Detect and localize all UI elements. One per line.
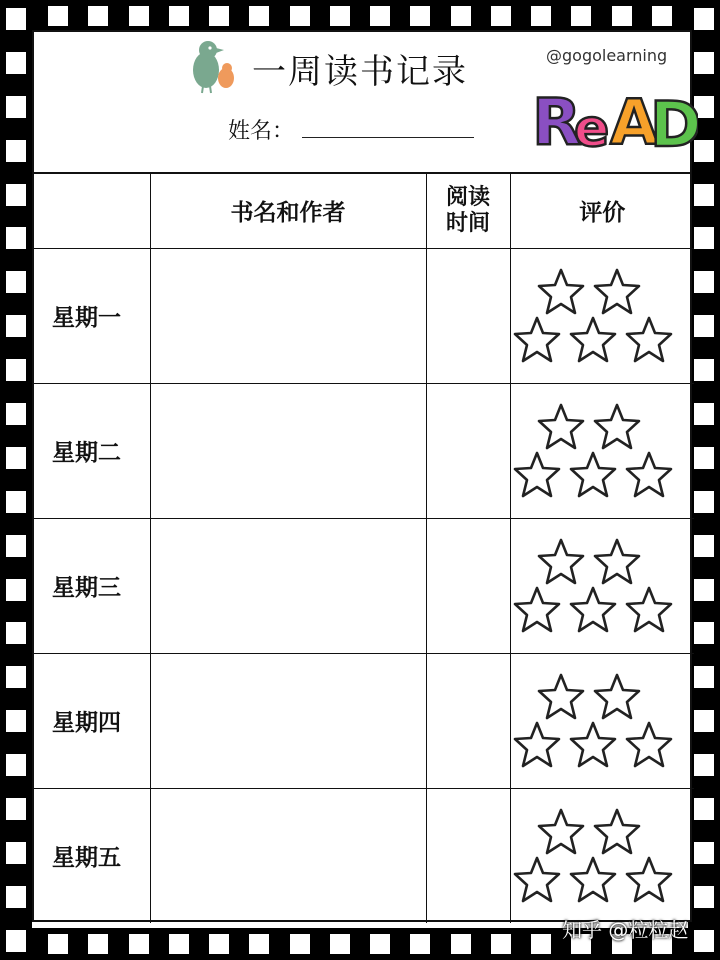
star-rating [512, 401, 692, 501]
border-square [290, 6, 310, 26]
star-rating [512, 266, 692, 366]
border-square [6, 8, 26, 30]
border-square [694, 359, 714, 381]
reading-log-table [34, 174, 694, 923]
column-header-rating: 评价 [510, 174, 694, 248]
border-square [6, 184, 26, 206]
border-square [694, 842, 714, 864]
star-icon[interactable] [512, 451, 562, 499]
border-square [6, 96, 26, 118]
border-square [571, 6, 591, 26]
border-square [6, 52, 26, 74]
border-square [330, 934, 350, 954]
border-square [451, 6, 471, 26]
border-square [370, 6, 390, 26]
rating-cell [510, 653, 694, 788]
border-square [6, 622, 26, 644]
border-square [129, 6, 149, 26]
border-square [290, 934, 310, 954]
star-icon[interactable] [536, 268, 586, 316]
day-label: 星期二 [34, 383, 150, 518]
svg-text:e: e [574, 99, 610, 159]
star-icon[interactable] [536, 538, 586, 586]
svg-text:A: A [610, 86, 658, 159]
border-square [6, 666, 26, 688]
table-header-row [34, 174, 694, 248]
border-square [491, 934, 511, 954]
border-square [451, 934, 471, 954]
star-rating [512, 806, 692, 906]
svg-text:R: R [532, 86, 582, 160]
column-header-book: 书名和作者 [150, 174, 426, 248]
border-square [48, 934, 68, 954]
border-square [6, 403, 26, 425]
border-square [6, 710, 26, 732]
day-label: 星期一 [34, 248, 150, 383]
star-icon[interactable] [624, 721, 674, 769]
border-square [6, 798, 26, 820]
border-square [694, 184, 714, 206]
border-square [694, 52, 714, 74]
border-square [249, 6, 269, 26]
table-row [34, 248, 694, 383]
border-square [694, 622, 714, 644]
star-icon[interactable] [512, 586, 562, 634]
border-square [88, 934, 108, 954]
border-square [330, 6, 350, 26]
border-square [249, 934, 269, 954]
border-square [694, 271, 714, 293]
border-square [694, 491, 714, 513]
border-square [6, 359, 26, 381]
border-square [694, 315, 714, 337]
border-square [169, 6, 189, 26]
star-icon[interactable] [568, 856, 618, 904]
border-square [694, 886, 714, 908]
border-square [531, 934, 551, 954]
border-square [694, 535, 714, 557]
border-square [6, 315, 26, 337]
time-cell[interactable] [426, 653, 510, 788]
border-square [6, 579, 26, 601]
time-cell[interactable] [426, 248, 510, 383]
star-icon[interactable] [624, 451, 674, 499]
border-square [694, 798, 714, 820]
border-square [209, 6, 229, 26]
table-row [34, 383, 694, 518]
star-icon[interactable] [568, 451, 618, 499]
border-square [6, 930, 26, 952]
star-icon[interactable] [592, 673, 642, 721]
column-header-time-line2: 时间 [445, 210, 490, 236]
border-square [694, 447, 714, 469]
checkered-border-top [0, 0, 720, 32]
page-title: 一周读书记录 [252, 52, 468, 92]
star-icon[interactable] [536, 808, 586, 856]
star-icon[interactable] [592, 808, 642, 856]
star-icon[interactable] [568, 586, 618, 634]
border-square [410, 6, 430, 26]
border-square [88, 6, 108, 26]
border-square [6, 140, 26, 162]
book-cell[interactable] [150, 383, 426, 518]
border-square [652, 6, 672, 26]
border-square [694, 227, 714, 249]
border-square [694, 8, 714, 30]
star-icon[interactable] [512, 856, 562, 904]
book-cell[interactable] [150, 518, 426, 653]
border-square [169, 934, 189, 954]
bird-icon [182, 36, 242, 94]
star-icon[interactable] [568, 316, 618, 364]
border-square [6, 491, 26, 513]
border-square [6, 886, 26, 908]
border-square [694, 754, 714, 776]
column-header-day [34, 174, 150, 248]
border-square [6, 842, 26, 864]
border-square [129, 934, 149, 954]
read-logo [530, 76, 698, 160]
table-row [34, 518, 694, 653]
border-square [6, 271, 26, 293]
border-square [612, 6, 632, 26]
name-input-line[interactable] [302, 136, 474, 138]
border-square [531, 6, 551, 26]
border-square [694, 403, 714, 425]
border-square [694, 666, 714, 688]
border-square [48, 6, 68, 26]
border-square [209, 934, 229, 954]
star-icon[interactable] [536, 403, 586, 451]
border-square [694, 710, 714, 732]
table-row [34, 653, 694, 788]
day-label: 星期五 [34, 788, 150, 923]
border-square [694, 579, 714, 601]
star-icon[interactable] [512, 721, 562, 769]
time-cell[interactable] [426, 383, 510, 518]
reading-log-sheet [32, 30, 698, 922]
border-square [6, 535, 26, 557]
column-header-time-line1: 阅读 [445, 184, 490, 210]
rating-cell [510, 788, 694, 923]
border-square [491, 6, 511, 26]
border-square [6, 754, 26, 776]
svg-text:D: D [650, 88, 698, 160]
star-icon[interactable] [592, 403, 642, 451]
border-square [6, 227, 26, 249]
border-square [370, 934, 390, 954]
border-square [410, 934, 430, 954]
checkered-border-left [0, 0, 32, 960]
day-label: 星期三 [34, 518, 150, 653]
rating-cell [510, 383, 694, 518]
book-cell[interactable] [150, 248, 426, 383]
sheet-header [34, 32, 698, 174]
star-icon[interactable] [624, 856, 674, 904]
time-cell[interactable] [426, 518, 510, 653]
book-cell[interactable] [150, 653, 426, 788]
watermark: 知乎 @粒粒赵 [562, 918, 689, 942]
star-icon[interactable] [536, 673, 586, 721]
star-icon[interactable] [592, 538, 642, 586]
border-square [694, 930, 714, 952]
star-rating [512, 671, 692, 771]
rating-cell [510, 248, 694, 383]
star-icon[interactable] [592, 268, 642, 316]
table-row [34, 788, 694, 923]
star-icon[interactable] [624, 586, 674, 634]
column-header-time [426, 174, 510, 248]
star-rating [512, 536, 692, 636]
star-icon[interactable] [512, 316, 562, 364]
star-icon[interactable] [568, 721, 618, 769]
star-icon[interactable] [624, 316, 674, 364]
book-cell[interactable] [150, 788, 426, 923]
day-label: 星期四 [34, 653, 150, 788]
border-square [6, 447, 26, 469]
author-handle: @gogolearning [546, 46, 668, 65]
time-cell[interactable] [426, 788, 510, 923]
rating-cell [510, 518, 694, 653]
name-label: 姓名： [228, 119, 295, 144]
